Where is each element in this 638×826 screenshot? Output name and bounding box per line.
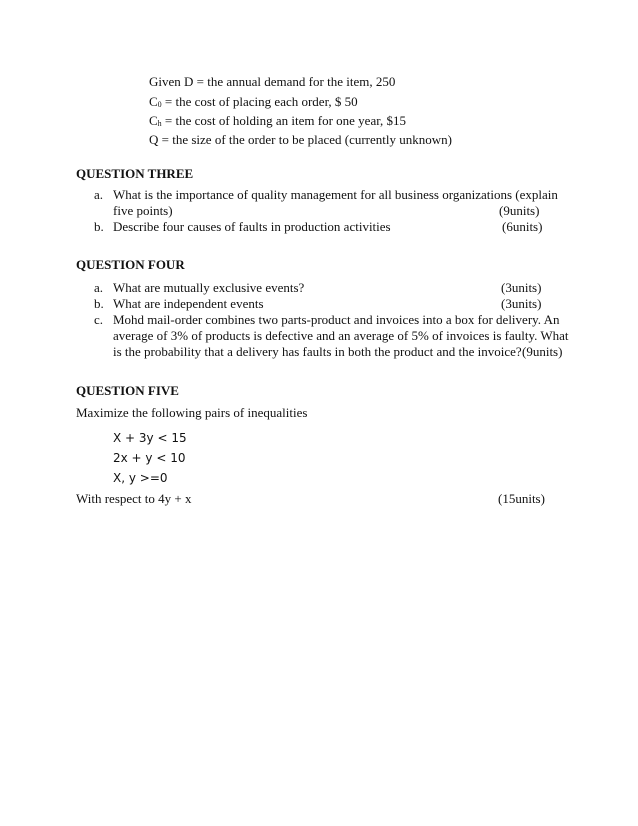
ordering-cost-symbol: C (149, 94, 158, 109)
given-holding-cost-line (149, 114, 406, 128)
given-ordering-cost-line (149, 95, 358, 109)
ordering-cost-subscript: 0 (157, 100, 162, 109)
q4-b-text: What are independent events (113, 296, 264, 311)
q5-objective: With respect to 4y + x (76, 491, 192, 506)
ordering-cost-text: = the cost of placing each order, $ 50 (161, 94, 358, 109)
q3-a-marker: a. (94, 187, 104, 202)
q5-units: (15units) (498, 491, 545, 506)
q4-b-marker: b. (94, 296, 104, 311)
question-three-heading: QUESTION THREE (76, 166, 194, 181)
q3-b-units: (6units) (502, 219, 543, 234)
q4-c-marker: c. (94, 312, 104, 327)
q3-b-marker: b. (94, 219, 104, 234)
q3-b-text: Describe four causes of faults in production activities (113, 219, 391, 234)
given-demand-line: Given D = the annual demand for the item, 250 (149, 74, 396, 89)
q3-a-line1: What is the importance of quality management for all business organizations (explain (113, 187, 558, 202)
q5-intro: Maximize the following pairs of inequalities (76, 405, 308, 420)
question-four-heading: QUESTION FOUR (76, 257, 185, 272)
q3-a-units: (9units) (499, 203, 540, 218)
q4-a-marker: a. (94, 280, 104, 295)
q4-c-units: (9units) (522, 344, 563, 359)
q3-a-line2: five points) (113, 203, 173, 218)
holding-cost-symbol: C (149, 113, 158, 128)
q5-inequality-3: X, y >=0 (113, 471, 168, 485)
q4-a-units: (3units) (501, 280, 542, 295)
q4-a-text: What are mutually exclusive events? (113, 280, 305, 295)
holding-cost-text: = the cost of holding an item for one year, $15 (161, 113, 407, 128)
q5-inequality-1: X + 3y < 15 (113, 431, 187, 445)
q5-inequality-2: 2x + y < 10 (113, 451, 186, 465)
q4-c-line1: Mohd mail-order combines two parts-product and invoices into a box for delivery. An (113, 312, 560, 327)
question-five-heading: QUESTION FIVE (76, 383, 179, 398)
given-order-size-line: Q = the size of the order to be placed (currently unknown) (149, 132, 452, 147)
q4-b-units: (3units) (501, 296, 542, 311)
holding-cost-subscript: h (157, 119, 162, 128)
q4-c-line2: average of 3% of products is defective and an average of 5% of invoices is faulty. What (113, 328, 569, 343)
q4-c-line3: is the probability that a delivery has faults in both the product and the invoice? (113, 344, 522, 359)
